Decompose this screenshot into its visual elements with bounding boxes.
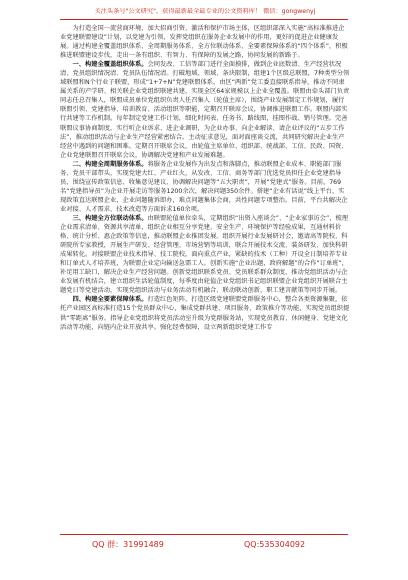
footer bbox=[60, 539, 348, 551]
section-title: 四、构建全要素保障体系。 bbox=[72, 296, 148, 304]
paragraph-section-3 bbox=[60, 214, 350, 295]
footer-qq-contact: QQ:535304092 bbox=[244, 540, 306, 549]
footer-qq-group: QQ 群：31991489 bbox=[92, 540, 164, 549]
section-text: 将服务企业发展作为出发点和落脚点，推动联盟企业成本、职能部门服务、党员干部带头，实现党建大红、产业红火，从发改、工信、商务等部门优选党员担任企业党建指导员，围绕宣传政策信息、收集意见建议、协调解决问题等“五大职责”，开展“党建式”服务。目前，769名“党建指导员”为企业开展走访等服务1200余次，解决问题350余件。搭建“企业有话说”线上平台，实现政策直达联盟企业，企业问题随诉即办，难点问题集体会商，共性问题专项整治。目前，平台共解决企业对接、人才需求、技术改造等方面诉求160余项。 bbox=[60, 160, 348, 213]
header-divider bbox=[60, 19, 348, 20]
section-text: 打造红色矩阵，打造区级党建联盟党群服务中心，整合各类资源集聚，依托产业园区高标准打造15个党员群众中心，集成党群共建、项目服务、政策推介等功能，实现党员组织提供“零距离”服务。指导企业党组织将党员活动室升级为党群服务站，实现党员教育、休闲健身、党建文化活动等功能，向链内企业开放共享。强化经费保障，设立两新组织党建工作专 bbox=[60, 296, 350, 331]
paragraph-section-1 bbox=[60, 60, 350, 160]
paragraph-section-2 bbox=[60, 160, 350, 214]
section-text: 会同发改、工信等部门进行全面摸排，做到企业底数清、生产经营状况清、党员组织情况清、党员队伍情况清。打破地域、领域、条块限制，组建1个区级总联盟，7种类型分领域联盟和N个行业子联盟，形成“1+7+N”党建联盟体系，由区“两新”党工委直接联系指导，推动不同隶属关系的产学研、相关联企业党组织联建共建，实现全区64家规模以上企业全覆盖。联盟由牵头部门负责同志任总召集人，联盟成员单位党组织负责人任召集人（轮值主席），围绕产业发展制定工作规划，履行联盟引领、党建指导、培训教育、活动组织等职能，定期召开联席会议，协调推进联盟工作。联盟内部实行共建等工作机制。每年制定党建工作计划，细化时间表、任务书、路线图，挂图作战、销号管理。完善联盟议事协商制度，实行听企业诉求、进企业调研，为企业办事、向企业解读、请企业评议的“五步工作法”，推动组织活动与企业生产经营紧密结合。主动征求意见，面对面座谈交流，共同研究解决企业生产经营中遇到的问题和困难。定期召开联席会议，由轮值主席单位、组织部、统战部、工信、民政、国资、企业党建联盟召开联席会议，协调解决党建和产业发展难题。 bbox=[60, 61, 350, 159]
document-body bbox=[60, 24, 350, 529]
section-title: 三、构建全方位联动体系。 bbox=[72, 214, 148, 222]
header-banner: 关注头条号"公文研究"，获得最新最全最专业的公文资料库！ 微信：gongwenyj bbox=[94, 8, 316, 15]
paragraph-section-4 bbox=[60, 295, 350, 331]
section-title: 二、构建全周期服务体系。 bbox=[72, 160, 148, 168]
section-text: 由联盟轮值单位牵头，定期组织“出资入座谈会”、“企业家事访会”，梳理企业需求清单、资源共享清单，组织企业相互分享党建、安全生产、环境保护等经验成果，互通材料价格、统计分析、惠企政策等信息，推动联盟企业推团发展。组织开展行业发展研讨会，邀请高等院校、科研院所专家教授，开展生产研发、经营管理、市场营销等培训，联合开展技术交流、装备研发、加快科研成果转化。对接联盟企业技术指导、技工院校，面向重点产业，紧缺的技术（工种）开设全日制培养专业和订单式人才培养班，为联盟企业定向输送急需工人。创新实施“企业出题，政府解题”的合作“订单班”，补足用工缺口，解决企业生产经营问题。创新党组织联系党员、党员联系群众制度，推动党组织活动与企业发展有机结合，建立组织生活轮值制度，每季度由轮值企业党组织书记组织联盟企业党组织开展联合主题党日等党建活动，实现党组织活动与业务活动有机融合、联动联动创新，职工建言献策等同步开展。 bbox=[60, 214, 348, 295]
footer-divider bbox=[60, 534, 348, 535]
section-title: 一、构建全覆盖组织体系。 bbox=[72, 61, 148, 69]
paragraph-text: 为打造全国一流营商环境，加大招商引资、激活和保护市场主体，区组织部深入实施“高标准推进企业党建联盟建设”计划，以党建为引领，发挥党组织在服务企业发展中的作用，更好的促进企业健康发展。通过构建全覆盖组织体系、全周期服务体系、全方位联动体系、全要素保障体系的“四个体系”，积极推进联盟建设步伐，走出一条有组织、有智力、有保障的发展之路，协同发展的新路子。 bbox=[60, 25, 348, 60]
paragraph-intro bbox=[60, 24, 350, 60]
